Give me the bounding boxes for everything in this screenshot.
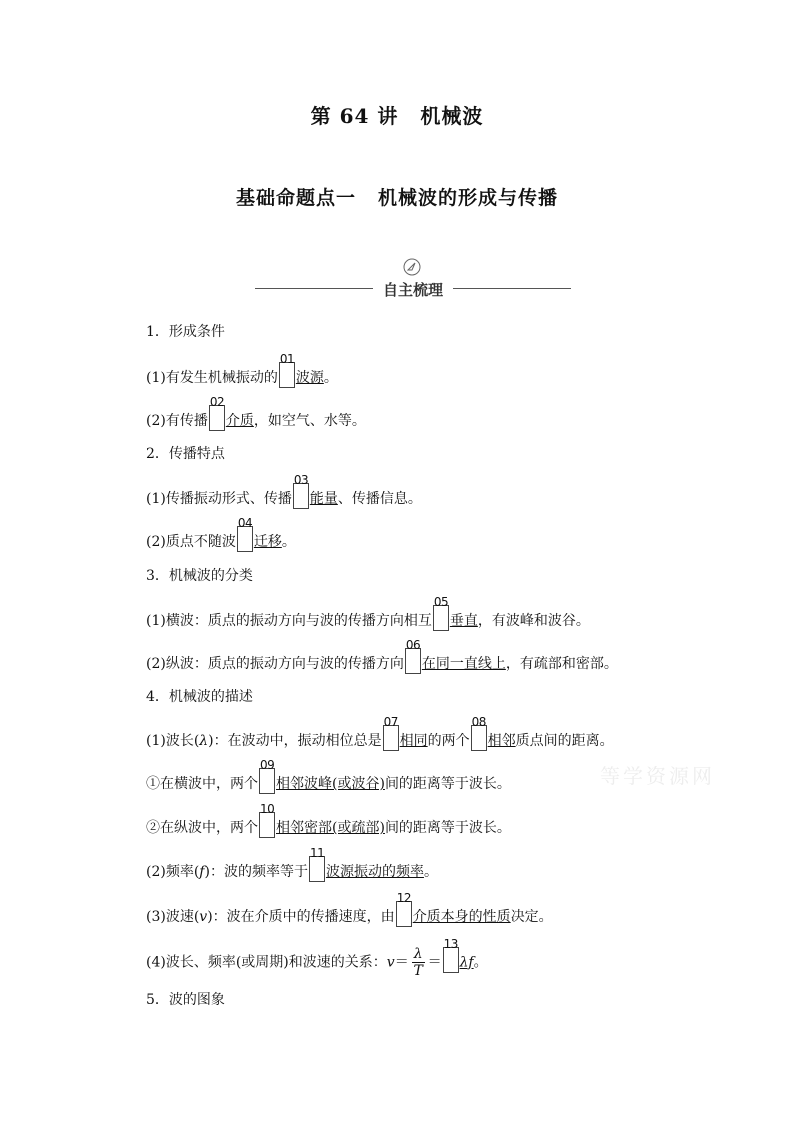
answer-text: 在同一直线上 — [421, 656, 506, 672]
answer-box[interactable]: 01 — [279, 362, 295, 388]
answer-box[interactable]: 04 — [237, 526, 253, 552]
heading-wave-graph: 5．波的图象 — [146, 992, 225, 1008]
answer-box[interactable]: 08 — [471, 725, 487, 751]
section-label: 自主梳理 — [382, 281, 443, 299]
compass-icon — [403, 258, 421, 276]
page-title — [0, 100, 794, 129]
answer-text: 能量 — [309, 491, 338, 507]
section-number: 基础命题点一 — [235, 187, 356, 209]
watermark: 等学资源网 — [600, 764, 715, 788]
item-wave-speed: (3)波速(v)：波在介质中的传播速度，由 12 介质本身的性质决定。 — [146, 891, 553, 925]
answer-box[interactable]: 09 — [259, 768, 275, 794]
answer-text: 介质 — [225, 413, 254, 429]
section-divider — [250, 279, 576, 299]
item-formation-1: (1)有发生机械振动的 01 波源。 — [146, 352, 338, 386]
item-wavelength-transverse: ①在横波中，两个 09 相邻波峰(或波谷)间的距离等于波长。 — [146, 758, 511, 792]
answer-box[interactable]: 07 — [383, 725, 399, 751]
answer-box[interactable]: 12 — [396, 901, 412, 927]
heading-propagation: 2．传播特点 — [146, 446, 225, 462]
lecture-name: 机械波 — [420, 104, 484, 128]
item-propagation-1: (1)传播振动形式、传播 03 能量、传播信息。 — [146, 473, 422, 507]
heading-formation: 1．形成条件 — [146, 324, 225, 340]
item-propagation-2: (2)质点不随波 04 迁移。 — [146, 516, 296, 550]
item-longitudinal: (2)纵波：质点的振动方向与波的传播方向 06 在同一直线上，有疏部和密部。 — [146, 638, 618, 672]
item-transverse: (1)横波：质点的振动方向与波的传播方向相互 05 垂直，有波峰和波谷。 — [146, 595, 590, 629]
section-name: 机械波的形成与传播 — [378, 187, 559, 209]
item-formation-2: (2)有传播 02 介质，如空气、水等。 — [146, 395, 366, 429]
item-wavelength-longitudinal: ②在纵波中，两个 10 相邻密部(或疏部)间的距离等于波长。 — [146, 802, 511, 836]
answer-text: 介质本身的性质 — [412, 909, 511, 925]
answer-text: 相同 — [399, 733, 428, 749]
answer-text: 相邻波峰(或波谷) — [276, 776, 385, 792]
answer-box[interactable]: 02 — [209, 405, 225, 431]
answer-text: 垂直 — [449, 613, 478, 629]
heading-classification: 3．机械波的分类 — [146, 568, 253, 584]
item-frequency: (2)频率(f)：波的频率等于 11 波源振动的频率。 — [146, 846, 438, 880]
answer-box[interactable]: 03 — [293, 483, 309, 509]
item-wavelength: (1)波长(λ)：在波动中，振动相位总是 07 相同的两个 08 相邻质点间的距离。 — [146, 715, 614, 749]
answer-text: 波源振动的频率 — [325, 864, 424, 880]
answer-box[interactable]: 06 — [405, 648, 421, 674]
answer-text: 相邻 — [487, 733, 516, 749]
answer-text: 相邻密部(或疏部) — [276, 820, 385, 836]
answer-text: λf — [459, 954, 474, 971]
answer-text: 迁移 — [253, 534, 282, 550]
section-title — [0, 183, 794, 210]
divider-line-right — [453, 288, 571, 289]
fraction: $\frac{\lambda}{T}$ — [413, 946, 423, 979]
lecture-number: 第 64 讲 — [310, 104, 399, 128]
answer-box[interactable]: 10 — [259, 812, 275, 838]
answer-box[interactable]: 05 — [433, 605, 449, 631]
answer-text: 波源 — [295, 370, 324, 386]
answer-box[interactable]: 11 — [309, 856, 325, 882]
answer-box[interactable]: 13 — [443, 947, 459, 973]
item-relation: (4)波长、频率(或周期)和波速的关系：v＝ $\frac{\lambda}{T}$ ＝ 13 λf。 — [146, 936, 488, 979]
heading-description: 4．机械波的描述 — [146, 689, 253, 705]
